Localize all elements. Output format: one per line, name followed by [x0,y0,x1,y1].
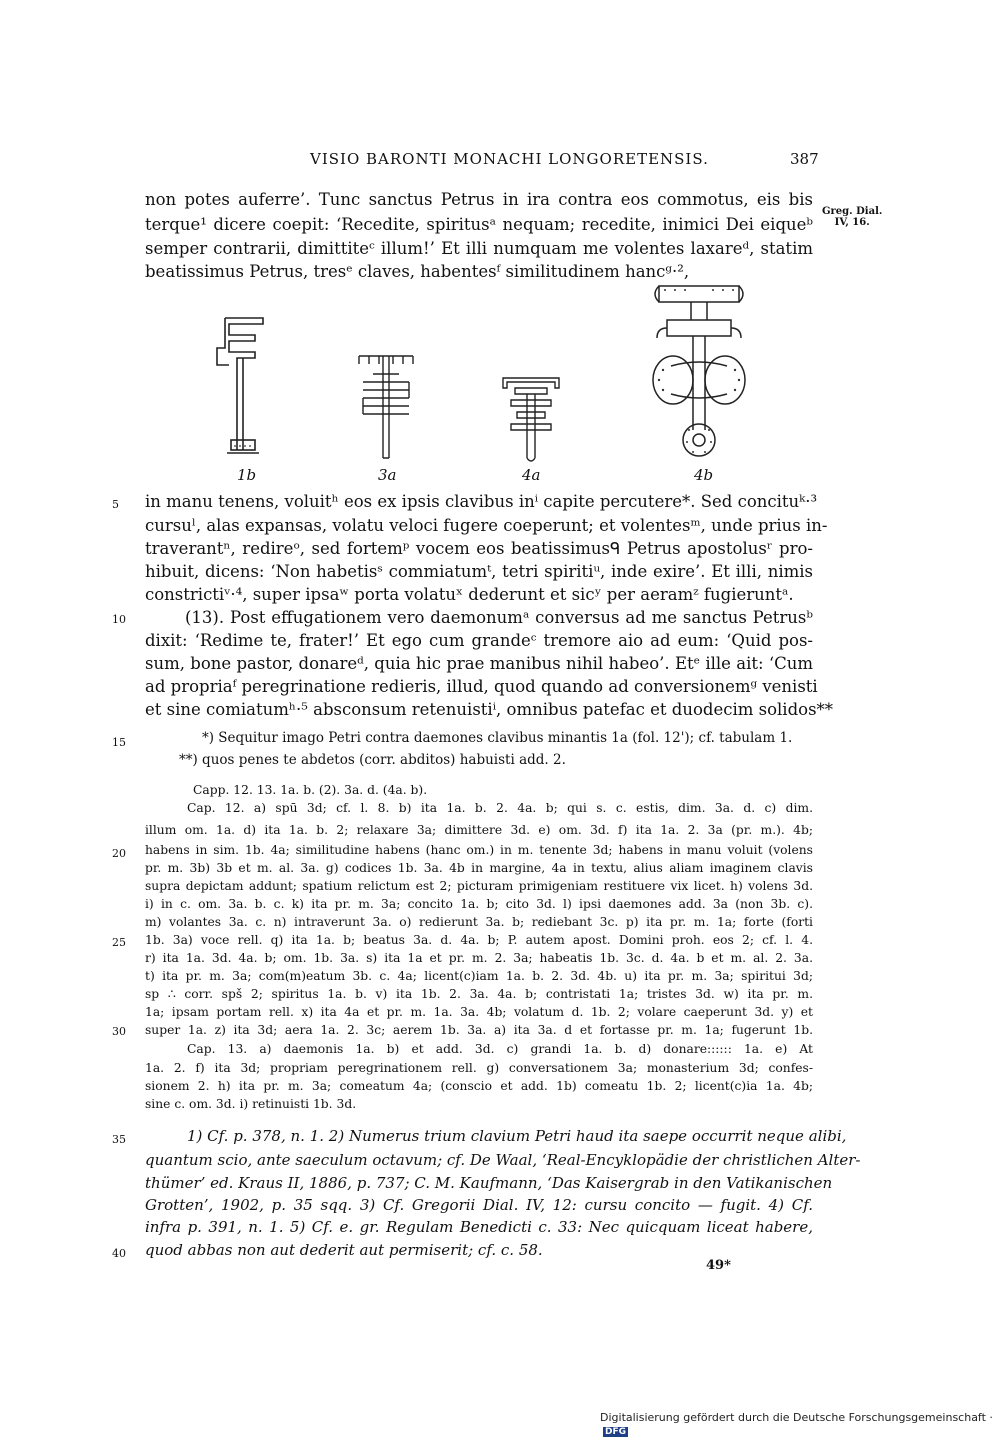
key-3a-illustration [355,352,417,462]
footer-text: Digitalisierung gefördert durch die Deutsche Forschungsgemeinschaft · [600,1411,993,1424]
text-line: beatissimus Petrus, tresᵉ claves, habentesᶠ similitudinem hancᵍ·², [145,262,690,281]
text-line: dixit: ‘Redime te, frater!’ Et ego cum grandeᶜ tremore aio ad eum: ‘Quid pos- [145,631,813,650]
text-line: semper contrarii, dimittiteᶜ illum!’ Et illi numquam me volentes laxareᵈ, statim [145,239,813,258]
text-line: non potes auferre’. Tunc sanctus Petrus in ira contra eos commotus, eis bis [145,190,813,209]
note-line: Grotten’, 1902, p. 35 sqq. 3) Cf. Gregorii Dial. IV, 12: cursu concito — fugit. 4) Cf. [145,1196,813,1214]
line-number: 25 [112,936,126,949]
line-number: 10 [112,613,126,626]
footnote: *) Sequitur imago Petri contra daemones clavibus minantis 1a (fol. 12'); cf. tabulam 1. [202,730,793,746]
text-line: cursuˡ, alas expansas, volatu veloci fugere coeperunt; et volentesᵐ, unde prius in- [145,516,828,535]
text-line: traverantⁿ, redireᵒ, sed fortemᵖ vocem eos beatissimusᑫ Petrus apostolusʳ pro- [145,539,813,558]
apparatus-line: sp ∴ corr. spš 2; spiritus 1a. b. v) ita 1b. 2. 3a. 4a. b; contristati 1a; tristes 3d. w) ita pr. m. [145,987,813,1001]
apparatus-line: Cap. 13. a) daemonis 1a. b) et add. 3d. c) grandi 1a. b. d) donare:::::: 1a. e) At [187,1042,813,1056]
figure-caption: 1b [237,466,257,484]
apparatus-line: m) volantes 3a. c. n) intraverunt 3a. o) redierunt 3a. b; rediebant 3c. p) ita pr. m. 1a; forte (forti [145,915,813,929]
apparatus-line: Cap. 12. a) spū 3d; cf. l. 8. b) ita 1a. b. 2. 4a. b; qui s. c. estis, dim. 3a. d. c) dim. [187,801,813,815]
text-line: constrictiᵛ·⁴, super ipsaʷ porta volatuˣ dederunt et sicʸ per aeramᶻ fugieruntᵃ. [145,585,794,604]
apparatus-line: 1a. 2. f) ita 3d; propriam peregrinationem rell. g) conversationem 3a; monasterium 3d; confes- [145,1061,813,1075]
key-4a-illustration [497,372,565,464]
note-line: thümer’ ed. Kraus II, 1886, p. 737; C. M. Kaufmann, ‘Das Kaisergrab in den Vatikanischen [145,1174,833,1192]
note-line: 1) Cf. p. 378, n. 1. 2) Numerus trium clavium Petri haud ita saepe occurrit neque alibi, [187,1127,847,1145]
apparatus-line: t) ita pr. m. 3a; com(m)eatum 3b. c. 4a; licent(c)iam 1a. b. 2. 3d. 4b. u) ita pr. m. 3a; spiritui 3d; [145,969,813,983]
text-line: ad propriaᶠ peregrinatione redieris, illud, quod quando ad conversionemᵍ venisti [145,677,818,696]
line-number: 35 [112,1133,126,1146]
key-4b-illustration [645,280,753,462]
line-number: 20 [112,847,126,860]
apparatus-line: super 1a. z) ita 3d; aera 1a. 2. 3c; aerem 1b. 3a. a) ita 3a. d et fortasse pr. m. 1a; fugerunt 1b. [145,1023,813,1037]
apparatus-line: supra depictam addunt; spatium relictum est 2; picturam primigeniam restituere vix licet. h) volens 3d. [145,879,813,893]
line-number: 40 [112,1247,126,1260]
note-line: quod abbas non aut dederit aut permiserit; cf. c. 58. [145,1241,543,1259]
apparatus-line: 1b. 3a) voce rell. q) ita 1a. b; beatus 3a. d. 4a. b; P. autem apost. Domini proh. eos 2; cf. l. 4. [145,933,813,947]
key-1b-illustration [205,310,275,460]
text-line: (13). Post effugationem vero daemonumᵃ conversus ad me sanctus Petrusᵇ [185,608,813,627]
apparatus-line: i) in c. om. 3a. b. c. k) ita pr. m. 3a; concito 1a. b; cito 3d. l) ipsi daemones add. 3a (non 3b. c). [145,897,813,911]
margin-note [822,206,882,228]
note-line: infra p. 391, n. 1. 5) Cf. e. gr. Regulam Benedicti c. 33: Nec quicquam liceat habere, [145,1218,813,1236]
text-line: sum, bone pastor, donareᵈ, quia hic prae manibus nihil habeo’. Etᵉ ille ait: ‘Cum [145,654,813,673]
text-line: et sine comiatumʰ·⁵ absconsum retenuistiⁱ, omnibus patefac et duodecim solidos** [145,700,834,719]
apparatus-line: r) ita 1a. 3d. 4a. b; om. 1b. 3a. s) ita 1a et pr. m. 2. 3a; habeatis 1b. 3c. d. 4a. b et m. al. 2. 3a. [145,951,813,965]
line-number: 15 [112,736,126,749]
apparatus-line: habens in sim. 1b. 4a; similitudine habens (hanc om.) in m. tenente 3d; habens in manu voluit (volens [145,843,813,857]
figure-caption: 4a [522,466,541,484]
apparatus-line: Capp. 12. 13. 1a. b. (2). 3a. d. (4a. b). [193,783,428,797]
apparatus-line: sionem 2. h) ita pr. m. 3a; comeatum 4a; (conscio et add. 1b) comeatu 1b. 2; licent(c)ia 1a. 4b; [145,1079,813,1093]
dfg-logo: DFG [605,1427,627,1437]
running-header: VISIO BARONTI MONACHI LONGORETENSIS. [310,150,709,168]
line-number: 5 [112,498,119,511]
text-line: in manu tenens, voluitʰ eos ex ipsis clavibus inⁱ capite percutere*. Sed concituᵏ·³ [145,492,818,511]
text-line: terque¹ dicere coepit: ‘Recedite, spiritusᵃ nequam; recedite, inimici Dei eiqueᵇ [145,215,813,234]
apparatus-line: 1a; ipsam portam rell. x) ita 4a et pr. m. 1a. 3a. 4b; volatum d. 1b. 2; volare caeperunt 3d. y) et [145,1005,813,1019]
apparatus-line: sine c. om. 3d. i) retinuisti 1b. 3d. [145,1097,357,1111]
margin-note-line: IV, 16. [834,217,870,228]
apparatus-line: illum om. 1a. d) ita 1a. b. 2; relaxare 3a; dimittere 3d. e) om. 3d. f) ita 1a. 2. 3a (pr. m.). 4b; [145,823,813,837]
note-line: quantum scio, ante saeculum octavum; cf. De Waal, ‘Real-Encyklopädie der christlichen Alter- [145,1151,861,1169]
figure-caption: 3a [378,466,397,484]
signature-mark: 49* [706,1258,731,1273]
apparatus-line: pr. m. 3b) 3b et m. al. 3a. g) codices 1b. 3a. 4b in margine, 4a in textu, alius aliam imaginem clavis [145,861,813,875]
footnote: **) quos penes te abdetos (corr. abditos) habuisti add. 2. [179,752,566,768]
text-line: hibuit, dicens: ‘Non habetisˢ commiatumᵗ, tetri spiritiᵘ, inde exire’. Et illi, nimis [145,562,813,581]
margin-note-line: Greg. Dial. [822,206,883,217]
line-number: 30 [112,1025,126,1038]
page-number: 387 [790,150,819,168]
figure-caption: 4b [694,466,714,484]
digitization-footer [600,1411,1000,1437]
